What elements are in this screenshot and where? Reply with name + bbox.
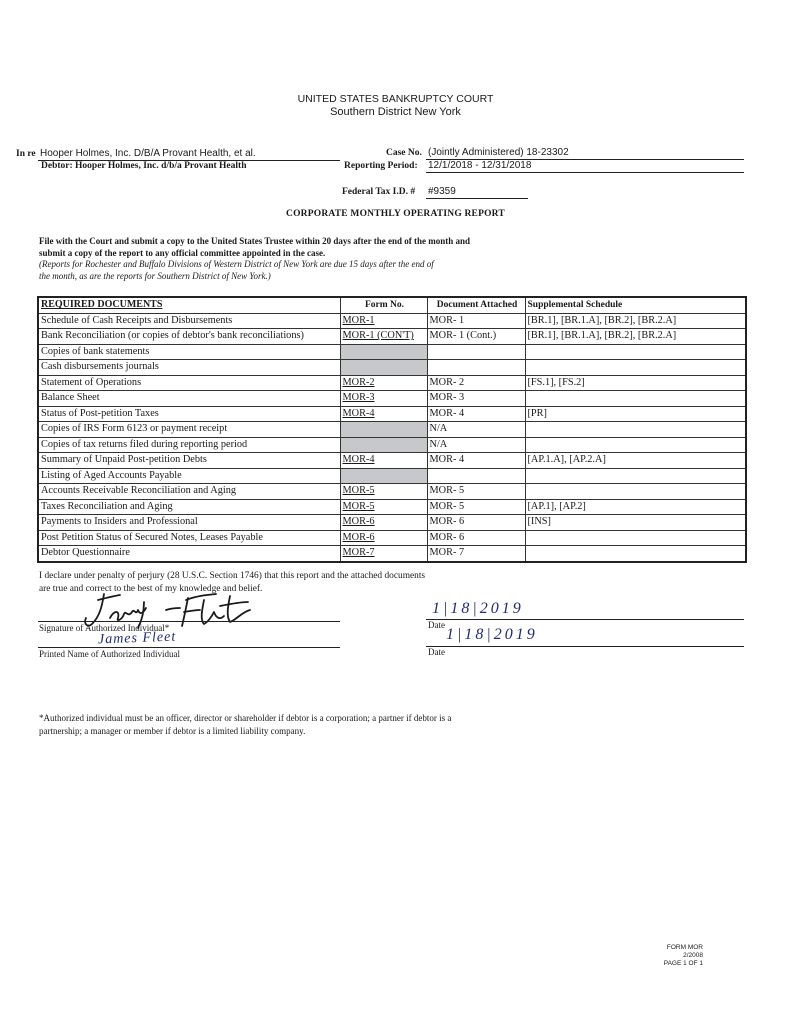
- row-attached: [427, 360, 525, 376]
- row-attached: MOR- 6: [427, 515, 525, 531]
- row-supplemental: [525, 468, 746, 484]
- row-form-no-shaded: [340, 344, 427, 360]
- header-form-no: Form No.: [340, 297, 427, 313]
- row-supplemental: [FS.1], [FS.2]: [525, 375, 746, 391]
- table-row: [38, 484, 746, 500]
- reporting-period-label: Reporting Period:: [344, 161, 418, 171]
- signature-date-value: 1|18|2019: [432, 600, 524, 617]
- footer-page: PAGE 1 OF 1: [663, 960, 703, 967]
- row-supplemental: [BR.1], [BR.1.A], [BR.2], [BR.2.A]: [525, 313, 746, 329]
- row-attached: MOR- 2: [427, 375, 525, 391]
- table-row: [38, 437, 746, 453]
- row-attached: MOR- 5: [427, 484, 525, 500]
- footer-form: FORM MOR: [666, 944, 703, 951]
- declaration-line-1: I declare under penalty of perjury (28 U.S.C. Section 1746) that this report and the attached documents: [39, 571, 426, 581]
- instructions-line-1: File with the Court and submit a copy to the United States Trustee within 20 days after the end of the month and: [39, 236, 471, 246]
- court-district: Southern District New York: [330, 106, 461, 118]
- instructions: [39, 236, 559, 282]
- reporting-period-underline: [426, 172, 744, 173]
- reporting-period-value: 12/1/2018 - 12/31/2018: [428, 160, 532, 171]
- date-line-2: [426, 646, 744, 647]
- debtor-line: Debtor: Hooper Holmes, Inc. d/b/a Provant Health: [41, 161, 247, 171]
- required-documents-table: [37, 296, 747, 563]
- date-label-2: Date: [428, 647, 445, 657]
- row-attached: MOR- 1: [427, 313, 525, 329]
- table-row: [38, 546, 746, 562]
- row-document: Status of Post-petition Taxes: [38, 406, 340, 422]
- row-supplemental: [PR]: [525, 406, 746, 422]
- tax-id-label: Federal Tax I.D. #: [342, 187, 416, 197]
- header-supplemental-schedule: Supplemental Schedule: [525, 297, 746, 313]
- instructions-line-2: submit a copy of the report to any official committee appointed in the case.: [39, 247, 326, 258]
- row-form-no: MOR-5: [340, 499, 427, 515]
- table-row: [38, 375, 746, 391]
- row-form-no: MOR-6: [340, 515, 427, 531]
- header-required-documents: REQUIRED DOCUMENTS: [38, 297, 340, 313]
- printed-name-label: Printed Name of Authorized Individual: [39, 649, 180, 659]
- row-attached: [427, 468, 525, 484]
- row-document: Post Petition Status of Secured Notes, Leases Payable: [38, 530, 340, 546]
- row-form-no: MOR-3: [340, 391, 427, 407]
- row-attached: MOR- 1 (Cont.): [427, 329, 525, 345]
- table-row: [38, 344, 746, 360]
- row-supplemental: [BR.1], [BR.1.A], [BR.2], [BR.2.A]: [525, 329, 746, 345]
- date-label: Date: [428, 620, 445, 630]
- row-form-no-shaded: [340, 437, 427, 453]
- row-document: Listing of Aged Accounts Payable: [38, 468, 340, 484]
- row-supplemental: [525, 437, 746, 453]
- row-attached: MOR- 7: [427, 546, 525, 562]
- row-document: Summary of Unpaid Post-petition Debts: [38, 453, 340, 469]
- row-form-no: MOR-1: [340, 313, 427, 329]
- in-re-value: Hooper Holmes, Inc. D/B/A Provant Health, et al.: [40, 148, 256, 159]
- row-form-no-shaded: [340, 468, 427, 484]
- case-no-label: Case No.: [386, 148, 422, 158]
- declaration-line-2: are true and correct to the best of my knowledge and belief.: [39, 584, 263, 594]
- row-document: Taxes Reconciliation and Aging: [38, 499, 340, 515]
- row-supplemental: [INS]: [525, 515, 746, 531]
- row-document: Payments to Insiders and Professional: [38, 515, 340, 531]
- row-form-no-shaded: [340, 360, 427, 376]
- row-document: Copies of IRS Form 6123 or payment receipt: [38, 422, 340, 438]
- case-no-value: (Jointly Administered) 18-23302: [428, 147, 569, 158]
- row-form-no-shaded: [340, 422, 427, 438]
- row-document: Copies of bank statements: [38, 344, 340, 360]
- row-attached: N/A: [427, 422, 525, 438]
- row-supplemental: [525, 344, 746, 360]
- court-header: [0, 93, 791, 119]
- row-document: Schedule of Cash Receipts and Disbursements: [38, 313, 340, 329]
- row-attached: MOR- 5: [427, 499, 525, 515]
- row-supplemental: [AP.1.A], [AP.2.A]: [525, 453, 746, 469]
- row-form-no: MOR-4: [340, 406, 427, 422]
- printed-name-value: James Fleet: [97, 629, 177, 648]
- row-document: Debtor Questionnaire: [38, 546, 340, 562]
- row-document: Copies of tax returns filed during reporting period: [38, 437, 340, 453]
- footer-revision: 2/2008: [683, 952, 703, 959]
- row-supplemental: [525, 360, 746, 376]
- row-form-no: MOR-4: [340, 453, 427, 469]
- row-supplemental: [AP.1], [AP.2]: [525, 499, 746, 515]
- table-header-row: [38, 297, 746, 313]
- row-supplemental: [525, 530, 746, 546]
- row-document: Cash disbursements journals: [38, 360, 340, 376]
- header-document-attached: Document Attached: [427, 297, 525, 313]
- row-document: Statement of Operations: [38, 375, 340, 391]
- table-row: [38, 329, 746, 345]
- date-line-1: [426, 619, 744, 620]
- row-supplemental: [525, 546, 746, 562]
- row-document: Balance Sheet: [38, 391, 340, 407]
- row-attached: MOR- 3: [427, 391, 525, 407]
- table-row: [38, 499, 746, 515]
- table-row: [38, 530, 746, 546]
- row-attached: N/A: [427, 437, 525, 453]
- table-row: [38, 422, 746, 438]
- row-form-no: MOR-1 (CON'T): [340, 329, 427, 345]
- table-row: [38, 453, 746, 469]
- tax-id-value: #9359: [428, 186, 456, 197]
- row-attached: MOR- 4: [427, 406, 525, 422]
- footnote-line-2: partnership; a manager or member if debtor is a limited liability company.: [39, 725, 306, 736]
- table-row: [38, 391, 746, 407]
- row-supplemental: [525, 422, 746, 438]
- table-row: [38, 515, 746, 531]
- row-supplemental: [525, 391, 746, 407]
- table-row: [38, 406, 746, 422]
- signature-line: [38, 621, 340, 622]
- table-row: [38, 360, 746, 376]
- row-form-no: MOR-7: [340, 546, 427, 562]
- printed-name-line: [38, 647, 340, 648]
- court-name: UNITED STATES BANKRUPTCY COURT: [297, 93, 494, 105]
- table-row: [38, 313, 746, 329]
- row-form-no: MOR-6: [340, 530, 427, 546]
- page-footer: [600, 944, 703, 968]
- row-attached: MOR- 4: [427, 453, 525, 469]
- instructions-line-4: the month, as are the reports for Southern District of New York.): [39, 270, 271, 281]
- row-document: Accounts Receivable Reconciliation and Aging: [38, 484, 340, 500]
- row-attached: MOR- 6: [427, 530, 525, 546]
- footnote: [39, 712, 539, 737]
- row-form-no: MOR-2: [340, 375, 427, 391]
- instructions-line-3: (Reports for Rochester and Buffalo Divisions of Western District of New York are due 15 days after the end of: [39, 259, 434, 269]
- signature-label: Signature of Authorized Individual*: [39, 623, 170, 633]
- row-document: Bank Reconciliation (or copies of debtor's bank reconciliations): [38, 329, 340, 345]
- footnote-line-1: *Authorized individual must be an officer, director or shareholder if debtor is a corporation; a partner if debtor is a: [39, 713, 452, 723]
- row-form-no: MOR-5: [340, 484, 427, 500]
- in-re-label: In re: [16, 149, 36, 159]
- row-attached: [427, 344, 525, 360]
- printed-name-date-value: 1|18|2019: [446, 626, 538, 643]
- report-title: CORPORATE MONTHLY OPERATING REPORT: [286, 209, 505, 219]
- table-row: [38, 468, 746, 484]
- row-supplemental: [525, 484, 746, 500]
- tax-id-underline: [426, 198, 528, 199]
